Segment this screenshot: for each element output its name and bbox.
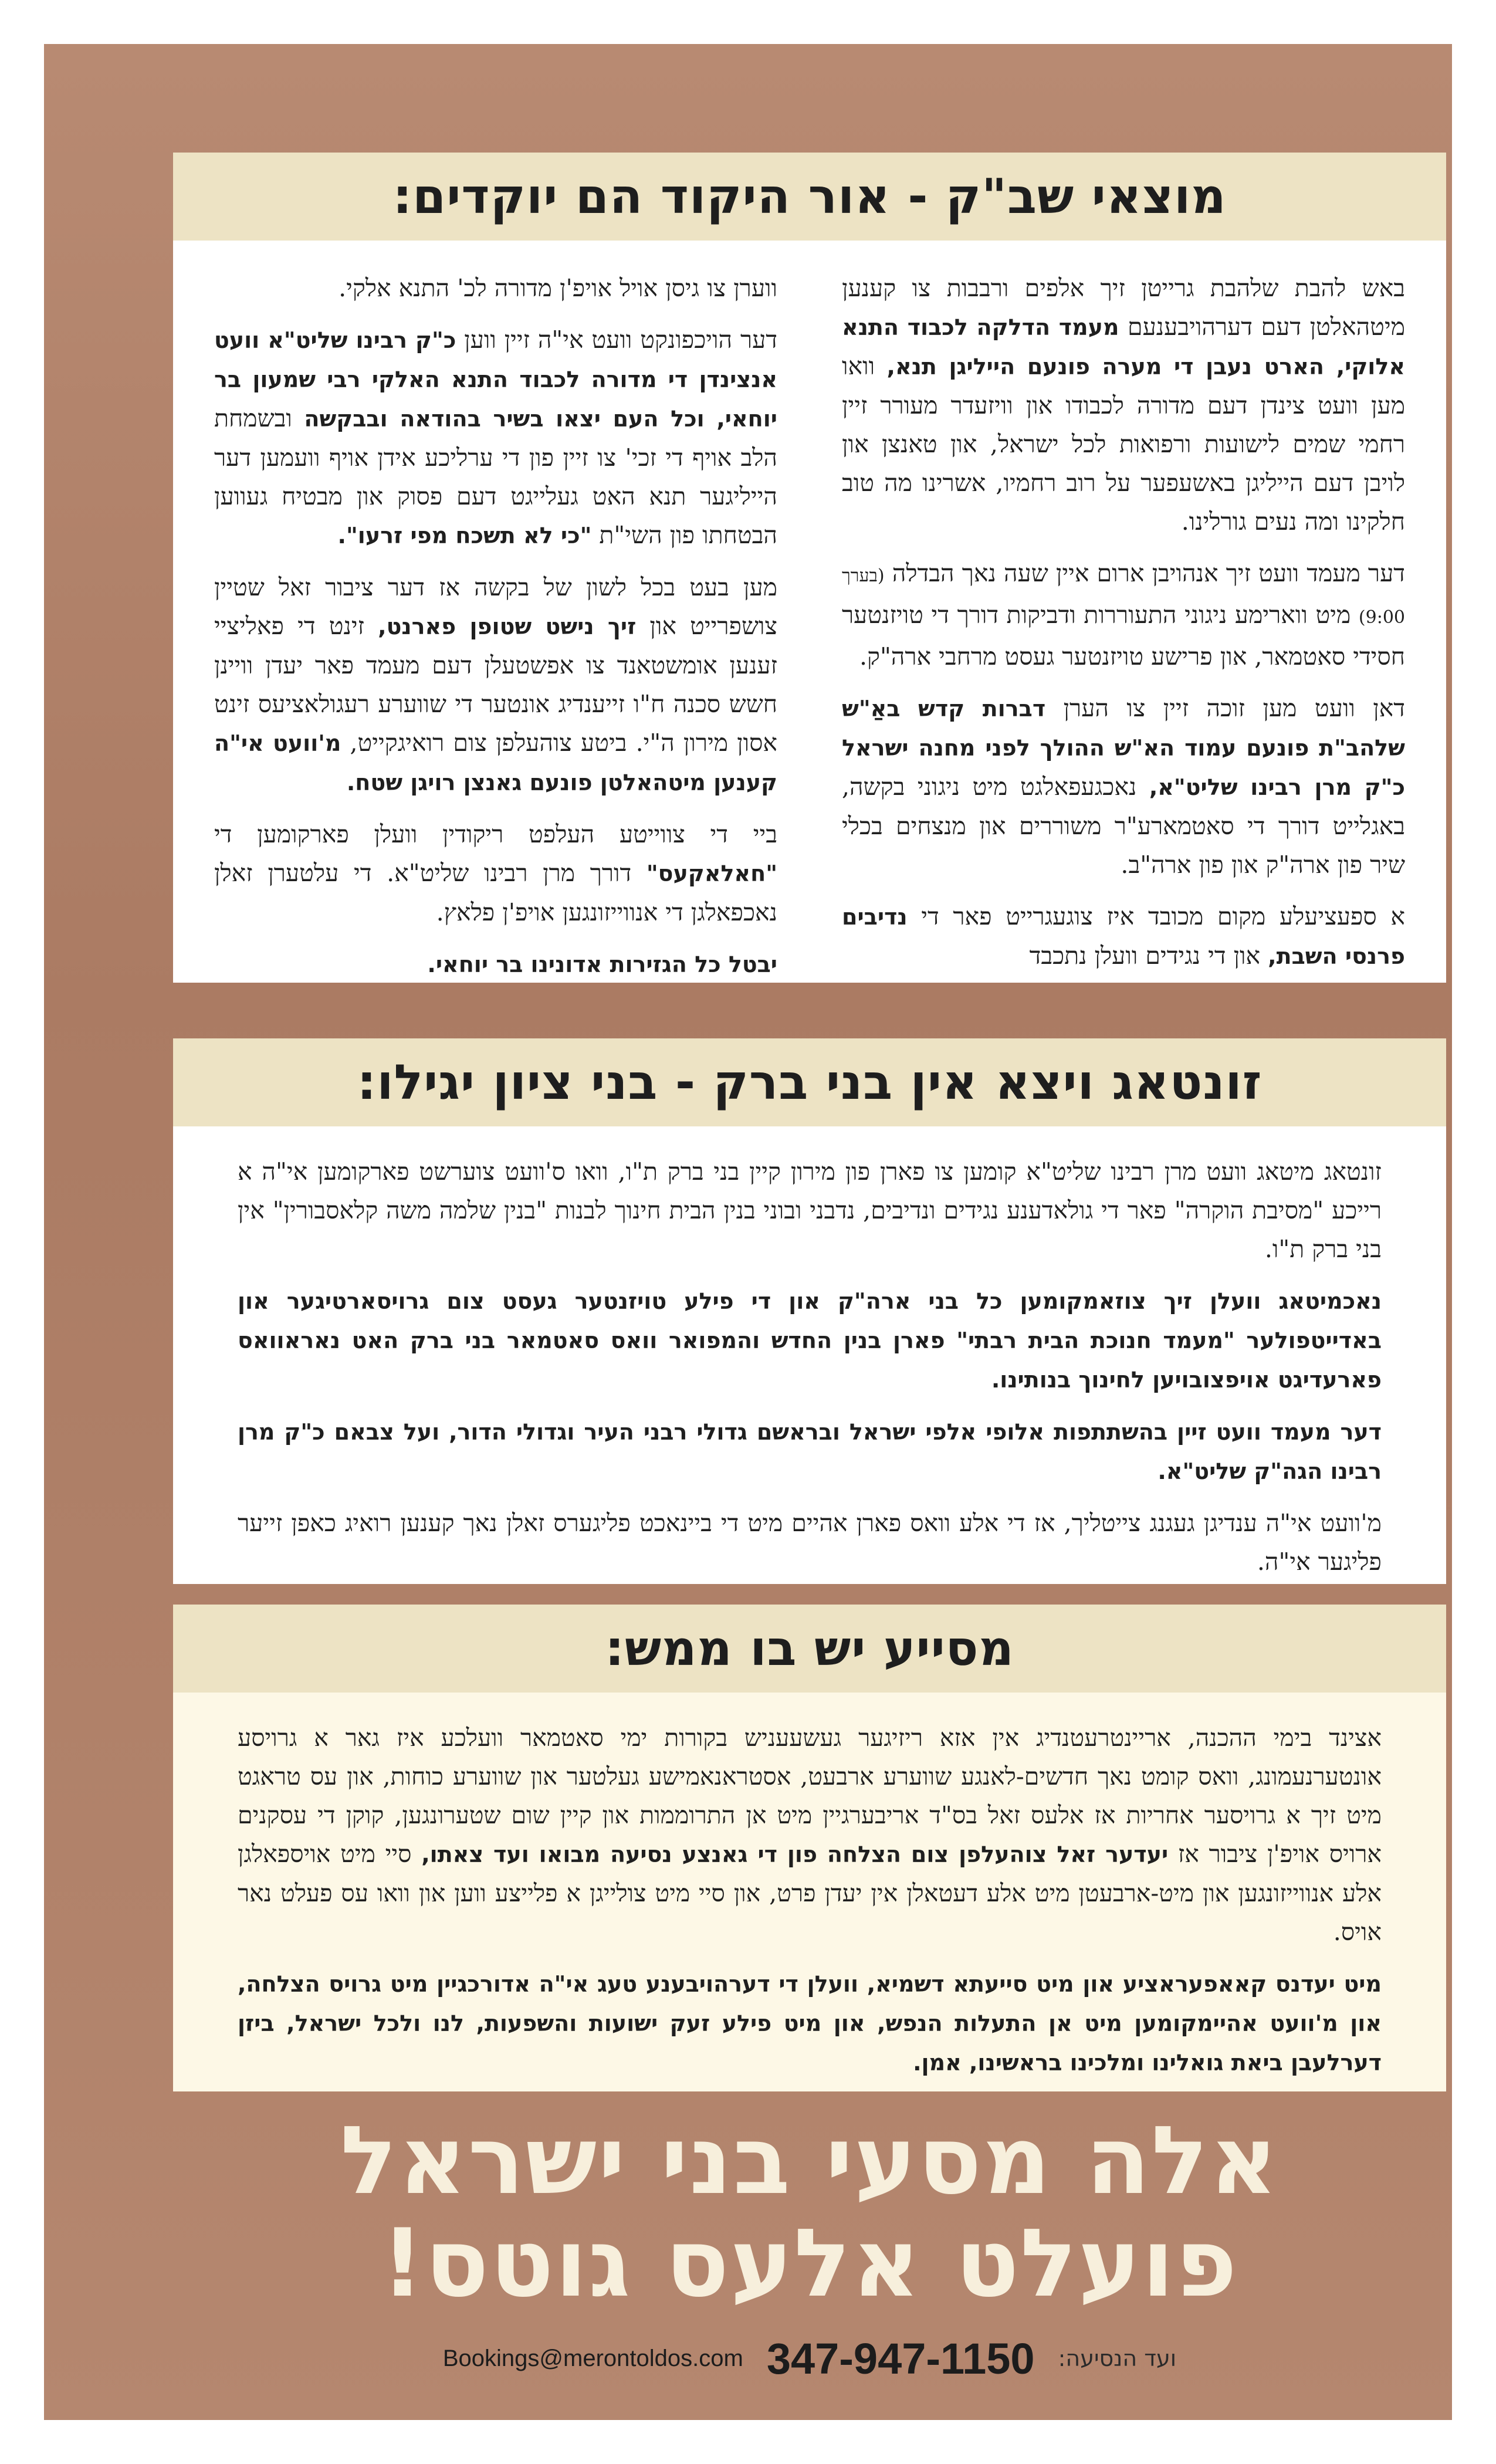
paragraph: א ספעציעלע מקום מכובד איז צוגעגרייט פאר די נדיבים פרנסי השבת, און די נגידים וועלן נתכבד: [842, 902, 1405, 970]
section-body: [173, 1693, 1446, 2091]
section-title: מוצאי שב"ק - אור היקוד הם יוקדים:: [392, 168, 1227, 225]
paragraph: באש להבת שלהבת גרייטן זיך אלפים ורבבות צו קענען מיטהאלטן דעם דערהויבענעם מעמד הדלקה לכבוד התנא אלוקי, הארט נעבן די מערה פונעם הייליגן תנא, וואו מען וועט צינדן דעם מדורה לכבודו און וויזעדר מעורר זיין רחמי שמים לישועות ורפואות לכל ישראל, און טאנצן און לויבן דעם הייליגן באשעפער על רוב רחמיו, אשרינו מה טוב חלקינו ומה נעים גורלינו.: [842, 274, 1405, 536]
email-address[interactable]: Bookings@merontoldos.com: [442, 2345, 743, 2371]
paragraph: יבטל כל הגזירות אדונינו בר יוחאי.: [427, 952, 777, 977]
section-banner: [173, 153, 1446, 241]
paragraph: זונטאג מיטאג וועט מרן רבינו שליט"א קומען צו פארן פון מירון קיין בני ברק ת"ו, וואו ס'וועט צוערשט פארקומען אי"ה א רייכע "מסיבת הוקרה" פאר די גולאדענע נגידים ונדיבים, נדבני ובוני בנין הבית חינוך לבנות "בנין שלמה משה קלאסבורין" אין בני ברק ת"ו.: [238, 1157, 1382, 1263]
section-title: זונטאג ויצא אין בני ברק - בני ציון יגילו:: [357, 1054, 1263, 1111]
section-body: [173, 1126, 1446, 1584]
vaad-label: ועד הנסיעה:: [1058, 2345, 1177, 2371]
phone-number[interactable]: 347-947-1150: [766, 2334, 1035, 2383]
flyer-page: [44, 44, 1452, 2420]
paragraph: ווערן צו גיסן אויל אויפ'ן מדורה לכ' התנא אלקי.: [339, 274, 777, 302]
column-right: [842, 269, 1405, 970]
section-banner: [173, 1605, 1446, 1693]
headline: [173, 2106, 1446, 2318]
paragraph: מיט יעדנס קאאפעראציע און מיט סייעתא דשמיא, וועלן די דערהויבענע טעג אי"ה אדורכגיין מיט גרויס הצלחה, און מ'וועט אהיימקומען מיט אן התעלות הנפש, און מיט פילע זעק ישועות והשפעות, לנו ולכל ישראל, ביזן דערלעבן ביאת גואלינו ומלכינו בראשינו, אמן.: [238, 1971, 1382, 2076]
paragraph: דאן וועט מען זוכה זיין צו הערן דברות קדש באַ"ש שלהב"ת פונעם עמוד הא"ש ההולך לפני מחנה ישראל כ"ק מרן רבינו שליט"א, נאכגעפאלגט מיט ניגוני בקשה, באגלייט דורך די סאטמארע"ר משוררים און מנצחים בכלי שיר פון ארה"ק און פון ארה"ב.: [842, 694, 1405, 879]
paragraph: מ'וועט אי"ה ענדיגן געגנג צייטליך, אז די אלע וואס פארן אהיים מיט די ביינאכט פליגערס זאלן נאך קענען רואיג כאפן זייער פליגער אי"ה.: [238, 1509, 1382, 1576]
paragraph: מען בעט בכל לשון של בקשה אז דער ציבור זאל שטיין צושפרייט און זיך נישט שטופן פארנט, זינט די פאליציי זענען אומשטאנד צו אפשטעלן דעם מעמד פאר יעדן וויינן חשש סכנה ח"ו זייענדיג אונטער די שווערע רעגולאציעס זינט אסון מירון ה"י. ביטע צוהעלפן צום רואיגקייט, מ'וועט אי"ה קענען מיטהאלטן פונעם גאנצן רויגן שטח.: [214, 573, 777, 796]
section-banner: [173, 1038, 1446, 1126]
paragraph: דער מעמד וועט זיך אנהויבן ארום איין שעה נאך הבדלה (בערך 9:00) מיט ווארימע ניגוני התעוררות ודביקות דורך די טויזנטער חסידי סאטמאר, און פרישע טויזנטער געסט מרחבי ארה"ק.: [842, 559, 1405, 671]
headline-line-2: פועלט אלעס גוטס!: [381, 2208, 1238, 2318]
section-title: מסייע יש בו ממש:: [605, 1620, 1014, 1677]
section-motzei-shabbos: [173, 153, 1446, 983]
paragraph: ביי די צווייטע העלפט ריקודין וועלן פארקומען די "חאלאקעס" דורך מרן רבינו שליט"א. די עלטערן זאלן נאכפאלגן די אנווייזונגען אויפ'ן פלאץ.: [214, 820, 777, 926]
paragraph: נאכמיטאג וועלן זיך צוזאמקומען כל בני ארה"ק און די פילע טויזנטער געסט צום גרויסארטיגער און באדייטפולער "מעמד חנוכת הבית רבתי" פארן בנין החדש והמפואר וואס סאטמאר בני ברק האט נאראוואס פארעדיגט אויפצובויען לחינוך בנותינו.: [238, 1288, 1382, 1393]
footer-contact: [173, 2332, 1446, 2385]
column-left: [214, 269, 778, 977]
section-body: [173, 241, 1446, 983]
headline-line-1: אלה מסעי בני ישראל: [340, 2106, 1279, 2215]
paragraph: דער מעמד וועט זיין בהשתתפות אלופי אלפי ישראל ובראשם גדולי רבני העיר וגדולי הדור, ועל צבאם כ"ק מרן רבינו הגה"ק שליט"א.: [238, 1419, 1382, 1484]
paragraph: אצינד בימי ההכנה, אריינטרעטנדיג אין אזא ריזיגער געשעעניש בקורות ימי סאטמאר וועלכע איז גאר א גרויסע אונטערנעמונג, וואס קומט נאך חדשים-לאנגע שווערע ארבעט, אסטראנאמישע געלטער און שווערע כוחות, און עס טראגט מיט זיך א גרויסער אחריות אז אלעס זאל בס"ד אריבערגיין מיט אן התרוממות און קיין שום שטערונגען, קוקן די עסקנים ארויס אויפ'ן ציבור אז יעדער זאל צוהעלפן צום הצלחה פון די גאנצע נסיעה מבואו ועד צאתו, סיי מיט אויספאלגן אלע אנווייזונגען און מיט-ארבעטן מיט אלע דעטאלן אין יעדן פרט, און סיי מיט צולייגן א פלייצע ווען און וואו עס פעלט נאר אויס.: [238, 1724, 1382, 1946]
section-sunday-bnei-brak: [173, 1038, 1446, 1584]
section-mesaye: [173, 1605, 1446, 2091]
paragraph: דער הויכפונקט וועט אי"ה זיין ווען כ"ק רבינו שליט"א וועט אנצינדן די מדורה לכבוד התנא האלקי רבי שמעון בר יוחאי, וכל העם יצאו בשיר בהודאה ובבקשה ובשמחת הלב אויף די זכי' צו זיין פון די ערליכע אידן אויף וועמען דער הייליגער תנא האט געלייגט דעם פסוק און מבטיח געווען הבטחתו פון השי"ת "כי לא תשכח מפי זרעו".: [214, 326, 778, 549]
